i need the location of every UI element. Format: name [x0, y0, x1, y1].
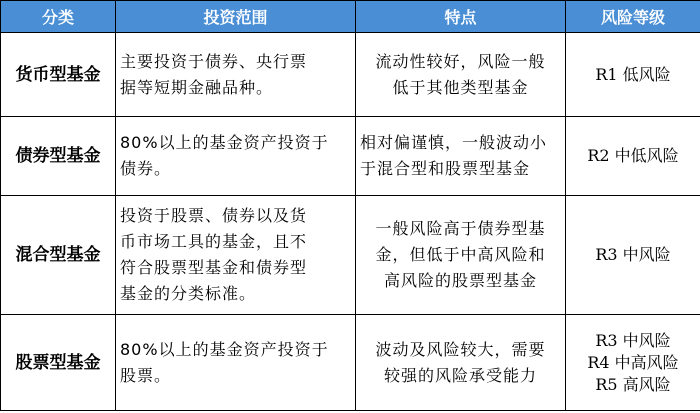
scope-line: 据等短期金融品种。	[120, 77, 274, 97]
features-line: 相对偏谨慎，一般波动小	[360, 133, 548, 152]
category-cell: 混合型基金	[1, 196, 116, 315]
scope-line: 80%以上的基金资产投资于	[120, 133, 329, 152]
risk-line: R1 低风险	[595, 64, 671, 84]
table-row	[1, 196, 700, 315]
table-row	[1, 33, 700, 117]
scope-line: 投资于股票、债券以及货	[120, 206, 308, 225]
scope-line: 符合股票型基金和债券型	[120, 258, 308, 277]
category-cell: 货币型基金	[1, 33, 116, 117]
table-row	[1, 117, 700, 196]
header-risk: 风险等级	[566, 1, 700, 33]
scope-line: 币市场工具的基金，且不	[120, 232, 308, 251]
scope-line: 80%以上的基金资产投资于	[120, 339, 329, 359]
features-cell	[356, 196, 566, 315]
features-line: 波动及风险较大，需要	[375, 339, 546, 359]
scope-line: 股票。	[120, 365, 172, 385]
category-cell: 债券型基金	[1, 117, 116, 196]
features-line: 金，但低于中高风险和	[375, 245, 546, 264]
risk-line: R4 中高风险	[587, 352, 679, 372]
scope-cell	[116, 33, 356, 117]
features-line: 低于其他类型基金	[392, 77, 529, 97]
risk-cell	[566, 33, 700, 117]
features-line: 较强的风险承受能力	[383, 365, 537, 385]
category-cell: 股票型基金	[1, 315, 116, 411]
scope-line: 基金的分类标准。	[120, 284, 257, 303]
header-features: 特点	[356, 1, 566, 33]
features-line: 流动性较好，风险一般	[375, 51, 546, 71]
scope-line: 主要投资于债券、央行票	[120, 51, 308, 71]
features-line: 一般风险高于债券型基	[375, 219, 546, 238]
header-category: 分类	[1, 1, 116, 33]
scope-cell	[116, 117, 356, 196]
risk-line: R5 高风险	[595, 374, 671, 394]
features-cell	[356, 315, 566, 411]
features-line: 于混合型和股票型基金	[360, 159, 531, 178]
features-line: 高风险的股票型基金	[383, 271, 537, 290]
risk-cell	[566, 117, 700, 196]
header-row	[1, 1, 700, 33]
scope-cell	[116, 196, 356, 315]
features-cell	[356, 117, 566, 196]
features-cell	[356, 33, 566, 117]
header-scope: 投资范围	[116, 1, 356, 33]
risk-cell	[566, 196, 700, 315]
scope-line: 债券。	[120, 159, 172, 178]
risk-line: R2 中低风险	[587, 146, 679, 165]
risk-line: R3 中风险	[595, 330, 671, 350]
risk-cell	[566, 315, 700, 411]
table-row	[1, 315, 700, 411]
scope-cell	[116, 315, 356, 411]
risk-line: R3 中风险	[595, 245, 671, 264]
